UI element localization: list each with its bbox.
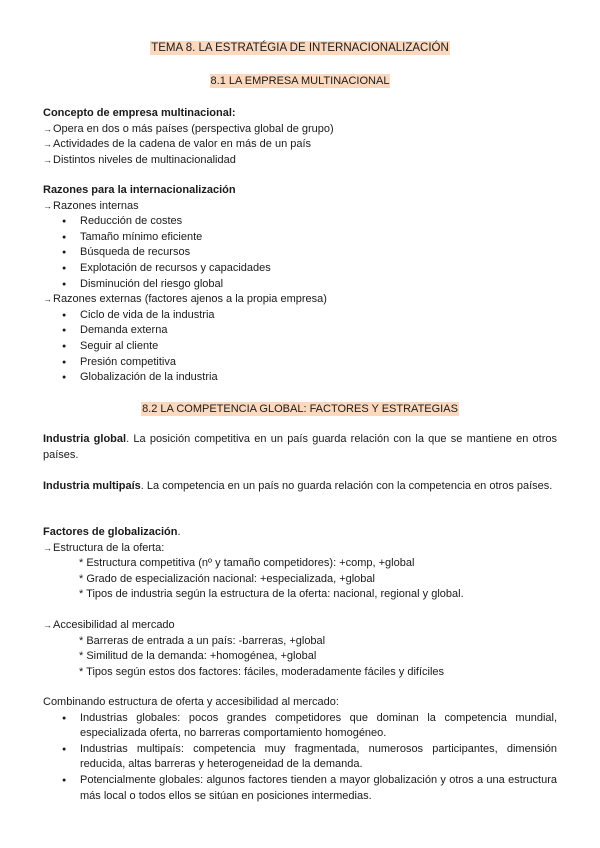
list-item: ● Demanda externa: [43, 323, 557, 339]
section-2-heading-text: 8.2 LA COMPETENCIA GLOBAL: FACTORES Y ESTRATEGIAS: [142, 403, 458, 415]
section-2-heading: [0, 402, 600, 418]
arrow-icon: →: [43, 123, 52, 134]
list-item: ● Explotación de recursos y capacidades: [43, 261, 557, 277]
industria-multipais-term: Industria multipaís: [43, 480, 141, 492]
list-item: ● Seguir al cliente: [43, 339, 557, 355]
arrow-icon: →: [43, 294, 52, 305]
list-item: ● Potencialmente globales: algunos factores tienden a mayor globalización y otros a una estructura más local o todos ellos se sitúan en posiciones intermedias.: [43, 773, 557, 804]
list-item: ● Reducción de costes: [43, 214, 557, 230]
page-title-text: TEMA 8. LA ESTRATÉGIA DE INTERNACIONALIZACIÓN: [151, 42, 449, 54]
list-item: →Distintos niveles de multinacionalidad: [43, 153, 557, 169]
industria-global-text: . La posición competitiva en un país guarda relación con la que se mantiene en otros países.: [43, 433, 557, 461]
razones-internas-list: [43, 214, 557, 292]
industria-global-term: Industria global: [43, 433, 127, 445]
list-item: * Grado de especialización nacional: +especializada, +global: [79, 572, 375, 585]
list-item: →Opera en dos o más países (perspectiva global de grupo): [43, 122, 557, 138]
page-title: [0, 41, 600, 57]
arrow-icon: →: [43, 200, 52, 211]
oferta-label: →Estructura de la oferta:: [43, 541, 557, 557]
list-item: ● Tamaño mínimo eficiente: [43, 230, 557, 246]
industria-global-paragraph: [43, 432, 557, 463]
list-item: ● Ciclo de vida de la industria: [43, 308, 557, 324]
accesibilidad-label: →Accesibilidad al mercado: [43, 618, 557, 634]
concepto-heading: Concepto de empresa multinacional:: [43, 107, 236, 119]
list-item: * Similitud de la demanda: +homogénea, +global: [79, 650, 317, 663]
section-1-heading-text: 8.1 LA EMPRESA MULTINACIONAL: [210, 75, 390, 87]
combinando-list: [43, 711, 557, 805]
razones-internas-label: →Razones internas: [43, 199, 557, 215]
list-item: ● Disminución del riesgo global: [43, 277, 557, 293]
factores-block: [43, 525, 557, 603]
razones-externas-label: →Razones externas (factores ajenos a la propia empresa): [43, 292, 557, 308]
combinando-block: [43, 695, 557, 804]
list-item: * Tipos de industria según la estructura de la oferta: nacional, regional y global.: [79, 588, 464, 601]
arrow-icon: →: [43, 620, 52, 630]
list-item: * Tipos según estos dos factores: fáciles, moderadamente fáciles y difíciles: [79, 665, 445, 678]
accesibilidad-block: [43, 618, 557, 680]
list-item: ● Globalización de la industria: [43, 370, 557, 386]
industria-multipais-paragraph: [43, 479, 557, 495]
arrow-icon: →: [43, 154, 52, 165]
list-item: ● Búsqueda de recursos: [43, 245, 557, 261]
arrow-icon: →: [43, 139, 52, 150]
arrow-icon: →: [43, 542, 52, 553]
section-1-heading: [0, 74, 600, 90]
list-item: ● Industrias multipaís: competencia muy fragmentada, numerosos participantes, dimensión reducida, altas barreras y heterogeneidad de la demanda.: [43, 742, 557, 773]
concepto-block: [43, 106, 557, 168]
list-item: →Actividades de la cadena de valor en más de un país: [43, 137, 557, 153]
list-item: ● Presión competitiva: [43, 355, 557, 371]
razones-block: [43, 183, 557, 386]
factores-heading: Factores de globalización.: [43, 526, 181, 538]
list-item: ● Industrias globales: pocos grandes competidores que dominan la competencia mundial, especializada oferta, no barreras comportamiento homogéneo.: [43, 711, 557, 742]
combinando-intro: Combinando estructura de oferta y accesibilidad al mercado:: [43, 696, 339, 708]
industria-multipais-text: . La competencia en un país no guarda relación con la competencia en otros países.: [140, 480, 553, 492]
razones-heading: Razones para la internacionalización: [43, 184, 236, 196]
list-item: * Barreras de entrada a un país: -barreras, +global: [79, 634, 326, 647]
list-item: * Estructura competitiva (nº y tamaño competidores): +comp, +global: [79, 557, 415, 570]
razones-externas-list: [43, 308, 557, 386]
